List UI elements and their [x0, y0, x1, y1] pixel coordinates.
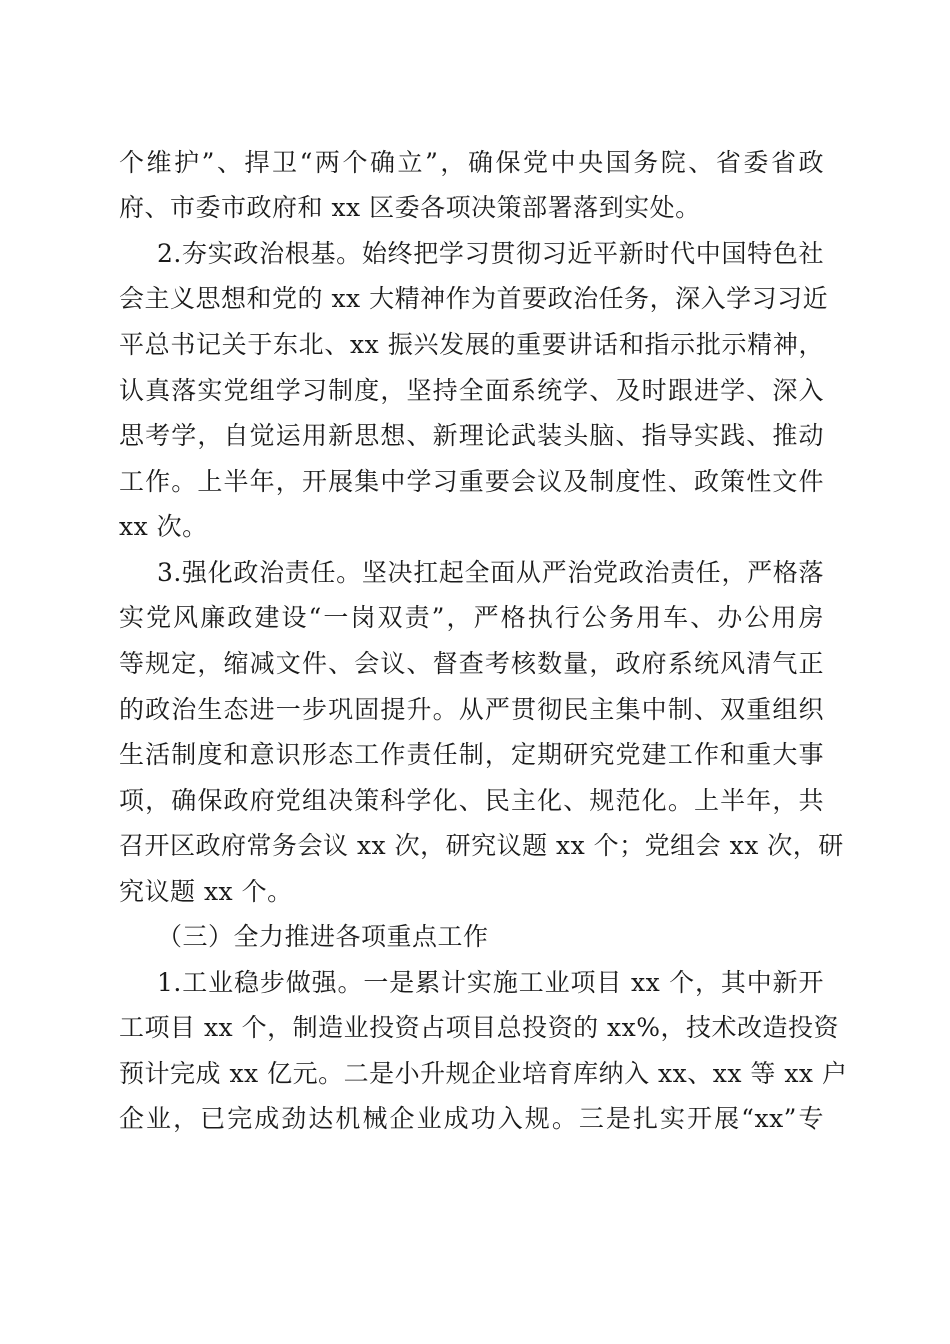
- text-line: 思考学，自觉运用新思想、新理论武装头脑、指导实践、推动: [119, 421, 824, 450]
- text-line: 企业，已完成劲达机械企业成功入规。三是扎实开展“xx”专: [119, 1104, 824, 1133]
- text-line: 项，确保政府党组决策科学化、民主化、规范化。上半年，共: [119, 786, 824, 815]
- text-line: xx 次。: [119, 512, 208, 541]
- text-line: 实党风廉政建设“一岗双责”，严格执行公务用车、办公用房: [119, 603, 824, 632]
- text-line: 等规定，缩减文件、会议、督查考核数量，政府系统风清气正: [119, 649, 824, 678]
- text-line: 个维护”、捍卫“两个确立”，确保党中央国务院、省委省政: [119, 148, 824, 177]
- paragraph-2-start: 2.夯实政治根基。始终把学习贯彻习近平新时代中国特色社: [157, 239, 824, 268]
- section-heading: （三）全力推进各项重点工作: [157, 922, 489, 951]
- text-line: 认真落实党组学习制度，坚持全面系统学、及时跟进学、深入: [119, 376, 824, 405]
- text-line: 会主义思想和党的 xx 大精神作为首要政治任务，深入学习习近: [119, 284, 829, 313]
- paragraph-3-start: 3.强化政治责任。坚决扛起全面从严治党政治责任，严格落: [157, 558, 824, 587]
- text-line: 的政治生态进一步巩固提升。从严贯彻民主集中制、双重组织: [119, 695, 824, 724]
- text-line: 平总书记关于东北、xx 振兴发展的重要讲话和指示批示精神，: [119, 330, 824, 359]
- text-line: 究议题 xx 个。: [119, 877, 293, 906]
- text-line: 工项目 xx 个，制造业投资占项目总投资的 xx%，技术改造投资: [119, 1013, 839, 1042]
- text-line: 府、市委市政府和 xx 区委各项决策部署落到实处。: [119, 193, 701, 222]
- paragraph-1-start: 1.工业稳步做强。一是累计实施工业项目 xx 个，其中新开: [157, 968, 824, 997]
- text-line: 预计完成 xx 亿元。二是小升规企业培育库纳入 xx、xx 等 xx 户: [119, 1059, 848, 1088]
- text-line: 生活制度和意识形态工作责任制，定期研究党建工作和重大事: [119, 740, 824, 769]
- text-line: 工作。上半年，开展集中学习重要会议及制度性、政策性文件: [119, 467, 824, 496]
- text-line: 召开区政府常务会议 xx 次，研究议题 xx 个；党组会 xx 次，研: [119, 831, 844, 860]
